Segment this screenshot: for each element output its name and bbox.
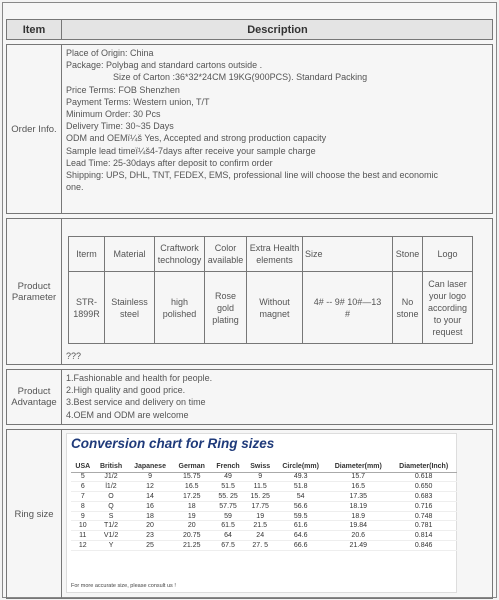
ring-table-cell: 61.5 [211,521,245,531]
param-value-cell: STR-1899R [69,272,105,344]
ring-table-cell: 16 [127,501,172,511]
ring-table-cell: 5 [71,472,95,482]
advantage-line: 3.Best service and delivery on time [66,397,206,408]
ring-table-cell: 15.7 [326,472,390,482]
ring-table-cell: 15.75 [173,472,211,482]
product-advantage-label: Product Advantage [7,370,62,424]
ring-table-cell: 25 [127,541,172,551]
ring-table-cell: 0.683 [390,492,457,502]
product-advantage-text [63,370,492,424]
param-header-cell: Logo [423,237,473,272]
ring-table-cell: 7 [71,492,95,502]
ring-col-header: Circle(mm) [275,461,326,472]
ring-size-row [6,429,493,599]
ring-table-row [71,521,457,531]
ring-table-cell: 24 [245,531,275,541]
ring-col-header: Diameter(Inch) [390,461,457,472]
ring-table-cell: 23 [127,531,172,541]
item-header: Item [7,20,62,39]
ring-table-cell: 67.5 [211,541,245,551]
ring-table-cell: 19 [173,511,211,521]
param-value-cell: Stainless steel [105,272,155,344]
order-line: Payment Terms: Western union, T/T [66,96,210,107]
ring-table-cell: 0.846 [390,541,457,551]
parameter-note: ??? [66,351,82,361]
ring-table-cell: Q [95,501,128,511]
ring-col-header: British [95,461,128,472]
order-line: Place of Origin: China [66,48,154,58]
ring-table-row [71,541,457,551]
ring-size-chart-image [66,433,457,593]
ring-table-cell: 10 [71,521,95,531]
ring-table-cell: 14 [127,492,172,502]
order-line: Sample lead timeï¼š4-7days after receive your sample charge [66,145,316,156]
ring-table-cell: 12 [71,541,95,551]
ring-table-cell: 27. 5 [245,541,275,551]
ring-table-cell: 21.49 [326,541,390,551]
param-value-cell: Rose gold plating [205,272,247,344]
product-spec-table [2,2,497,598]
order-line: Shipping: UPS, DHL, TNT, FEDEX, EMS, professional line will choose the best and economic [66,170,439,181]
ring-table-cell: 11 [71,531,95,541]
ring-table-row [71,492,457,502]
parameter-value-row [69,272,473,344]
ring-table-cell: 0.650 [390,482,457,492]
ring-table-cell: Y [95,541,128,551]
advantage-line: 2.High quality and good price. [66,385,186,396]
ring-table-cell: 54 [275,492,326,502]
ring-table-cell: O [95,492,128,502]
ring-size-cell [63,430,492,598]
ring-table-cell: 19 [245,511,275,521]
ring-table-cell: 51.5 [211,482,245,492]
ring-table-cell: 18.19 [326,501,390,511]
advantage-line: 4.OEM and ODM are welcome [66,409,189,420]
ring-table-cell: 0.748 [390,511,457,521]
order-line: Size of Carton :36*32*24CM 19KG(900PCS). Standard Packing [113,72,368,83]
ring-table-cell: 20.75 [173,531,211,541]
ring-table-header-row [71,461,457,472]
ring-table-cell: 55. 25 [211,492,245,502]
order-line: Price Terms: FOB Shenzhen [66,84,180,95]
ring-table-cell: 20.6 [326,531,390,541]
param-header-cell: Size [303,237,393,272]
ring-table-cell: 61.6 [275,521,326,531]
ring-table-cell: 17.25 [173,492,211,502]
ring-table-cell: 16.5 [326,482,390,492]
param-header-cell: Color available [205,237,247,272]
ring-table-cell: 51.8 [275,482,326,492]
order-info-label: Order Info. [7,45,62,213]
ring-size-conversion-table [71,461,457,551]
ring-table-cell: 11.5 [245,482,275,492]
ring-table-cell: 0.781 [390,521,457,531]
param-header-cell: Material [105,237,155,272]
param-value-cell: No stone [393,272,423,344]
order-line: Package: Polybag and standard cartons outside . [66,60,263,71]
ring-table-cell: 9 [245,472,275,482]
ring-table-row [71,472,457,482]
ring-col-header: Diameter(mm) [326,461,390,472]
ring-table-cell: 57.75 [211,501,245,511]
ring-table-cell: 21.5 [245,521,275,531]
ring-table-cell: 49 [211,472,245,482]
ring-table-cell: 21.25 [173,541,211,551]
ring-chart-footer: For more accurate size, please consult us ! [71,583,176,589]
ring-size-label: Ring size [7,430,62,598]
ring-col-header: French [211,461,245,472]
ring-table-cell: 20 [173,521,211,531]
ring-table-row [71,482,457,492]
ring-table-row [71,501,457,511]
ring-table-cell: 19.84 [326,521,390,531]
ring-table-cell: 18.9 [326,511,390,521]
ring-table-cell: 6 [71,482,95,492]
description-header: Description [247,23,308,36]
order-line: Minimum Order: 30 Pcs [66,109,161,120]
ring-table-cell: 64 [211,531,245,541]
order-line: Lead Time: 25-30days after deposit to confirm order [66,157,273,168]
ring-table-cell: 64.6 [275,531,326,541]
ring-table-cell: 0.618 [390,472,457,482]
ring-table-cell: 8 [71,501,95,511]
ring-col-header: USA [71,461,95,472]
ring-table-cell: 20 [127,521,172,531]
parameter-header-row [69,237,473,272]
ring-table-cell: 16.5 [173,482,211,492]
ring-col-header: German [173,461,211,472]
order-line: Delivery Time: 30~35 Days [66,121,174,132]
ring-table-cell: V1/2 [95,531,128,541]
param-value-cell: 4# -- 9# 10#—13 # [303,272,393,344]
ring-table-cell: 56.6 [275,501,326,511]
ring-table-cell: 17.75 [245,501,275,511]
ring-table-cell: 18 [173,501,211,511]
order-line: one. [66,182,84,193]
param-header-cell: Iterm [69,237,105,272]
ring-table-cell: 59 [211,511,245,521]
ring-table-cell: 18 [127,511,172,521]
ring-chart-title: Conversion chart for Ring sizes [71,436,275,451]
ring-table-cell: 0.814 [390,531,457,541]
product-parameter-cell [63,219,492,364]
ring-table-cell: S [95,511,128,521]
product-parameter-label: Product Parameter [7,219,62,364]
ring-table-cell: 9 [127,472,172,482]
product-parameter-row [6,218,493,365]
header-row [6,19,493,40]
order-line: ODM and OEMï¼š Yes, Accepted and strong production capacity [66,133,327,144]
param-value-cell: high polished [155,272,205,344]
ring-table-cell: 49.3 [275,472,326,482]
ring-table-row [71,511,457,521]
ring-col-header: Swiss [245,461,275,472]
ring-table-cell: 66.6 [275,541,326,551]
order-info-text [63,45,492,213]
ring-table-cell: 0.716 [390,501,457,511]
param-header-cell: Stone [393,237,423,272]
param-value-cell: Without magnet [247,272,303,344]
ring-table-cell: 9 [71,511,95,521]
param-header-cell: Extra Health elements [247,237,303,272]
param-value-cell: Can laser your logo according to your request [423,272,473,344]
ring-table-cell: 15. 25 [245,492,275,502]
ring-col-header: Japanese [127,461,172,472]
order-info-row [6,44,493,214]
ring-table-cell: J1/2 [95,472,128,482]
product-advantage-row [6,369,493,425]
ring-table-row [71,531,457,541]
parameter-table [68,236,473,344]
ring-table-body [71,472,457,550]
ring-table-cell: l1/2 [95,482,128,492]
ring-table-cell: T1/2 [95,521,128,531]
ring-table-cell: 17.35 [326,492,390,502]
ring-table-cell: 59.5 [275,511,326,521]
advantage-line: 1.Fashionable and health for people. [66,373,213,383]
param-header-cell: Craftwork technology [155,237,205,272]
ring-table-cell: 12 [127,482,172,492]
